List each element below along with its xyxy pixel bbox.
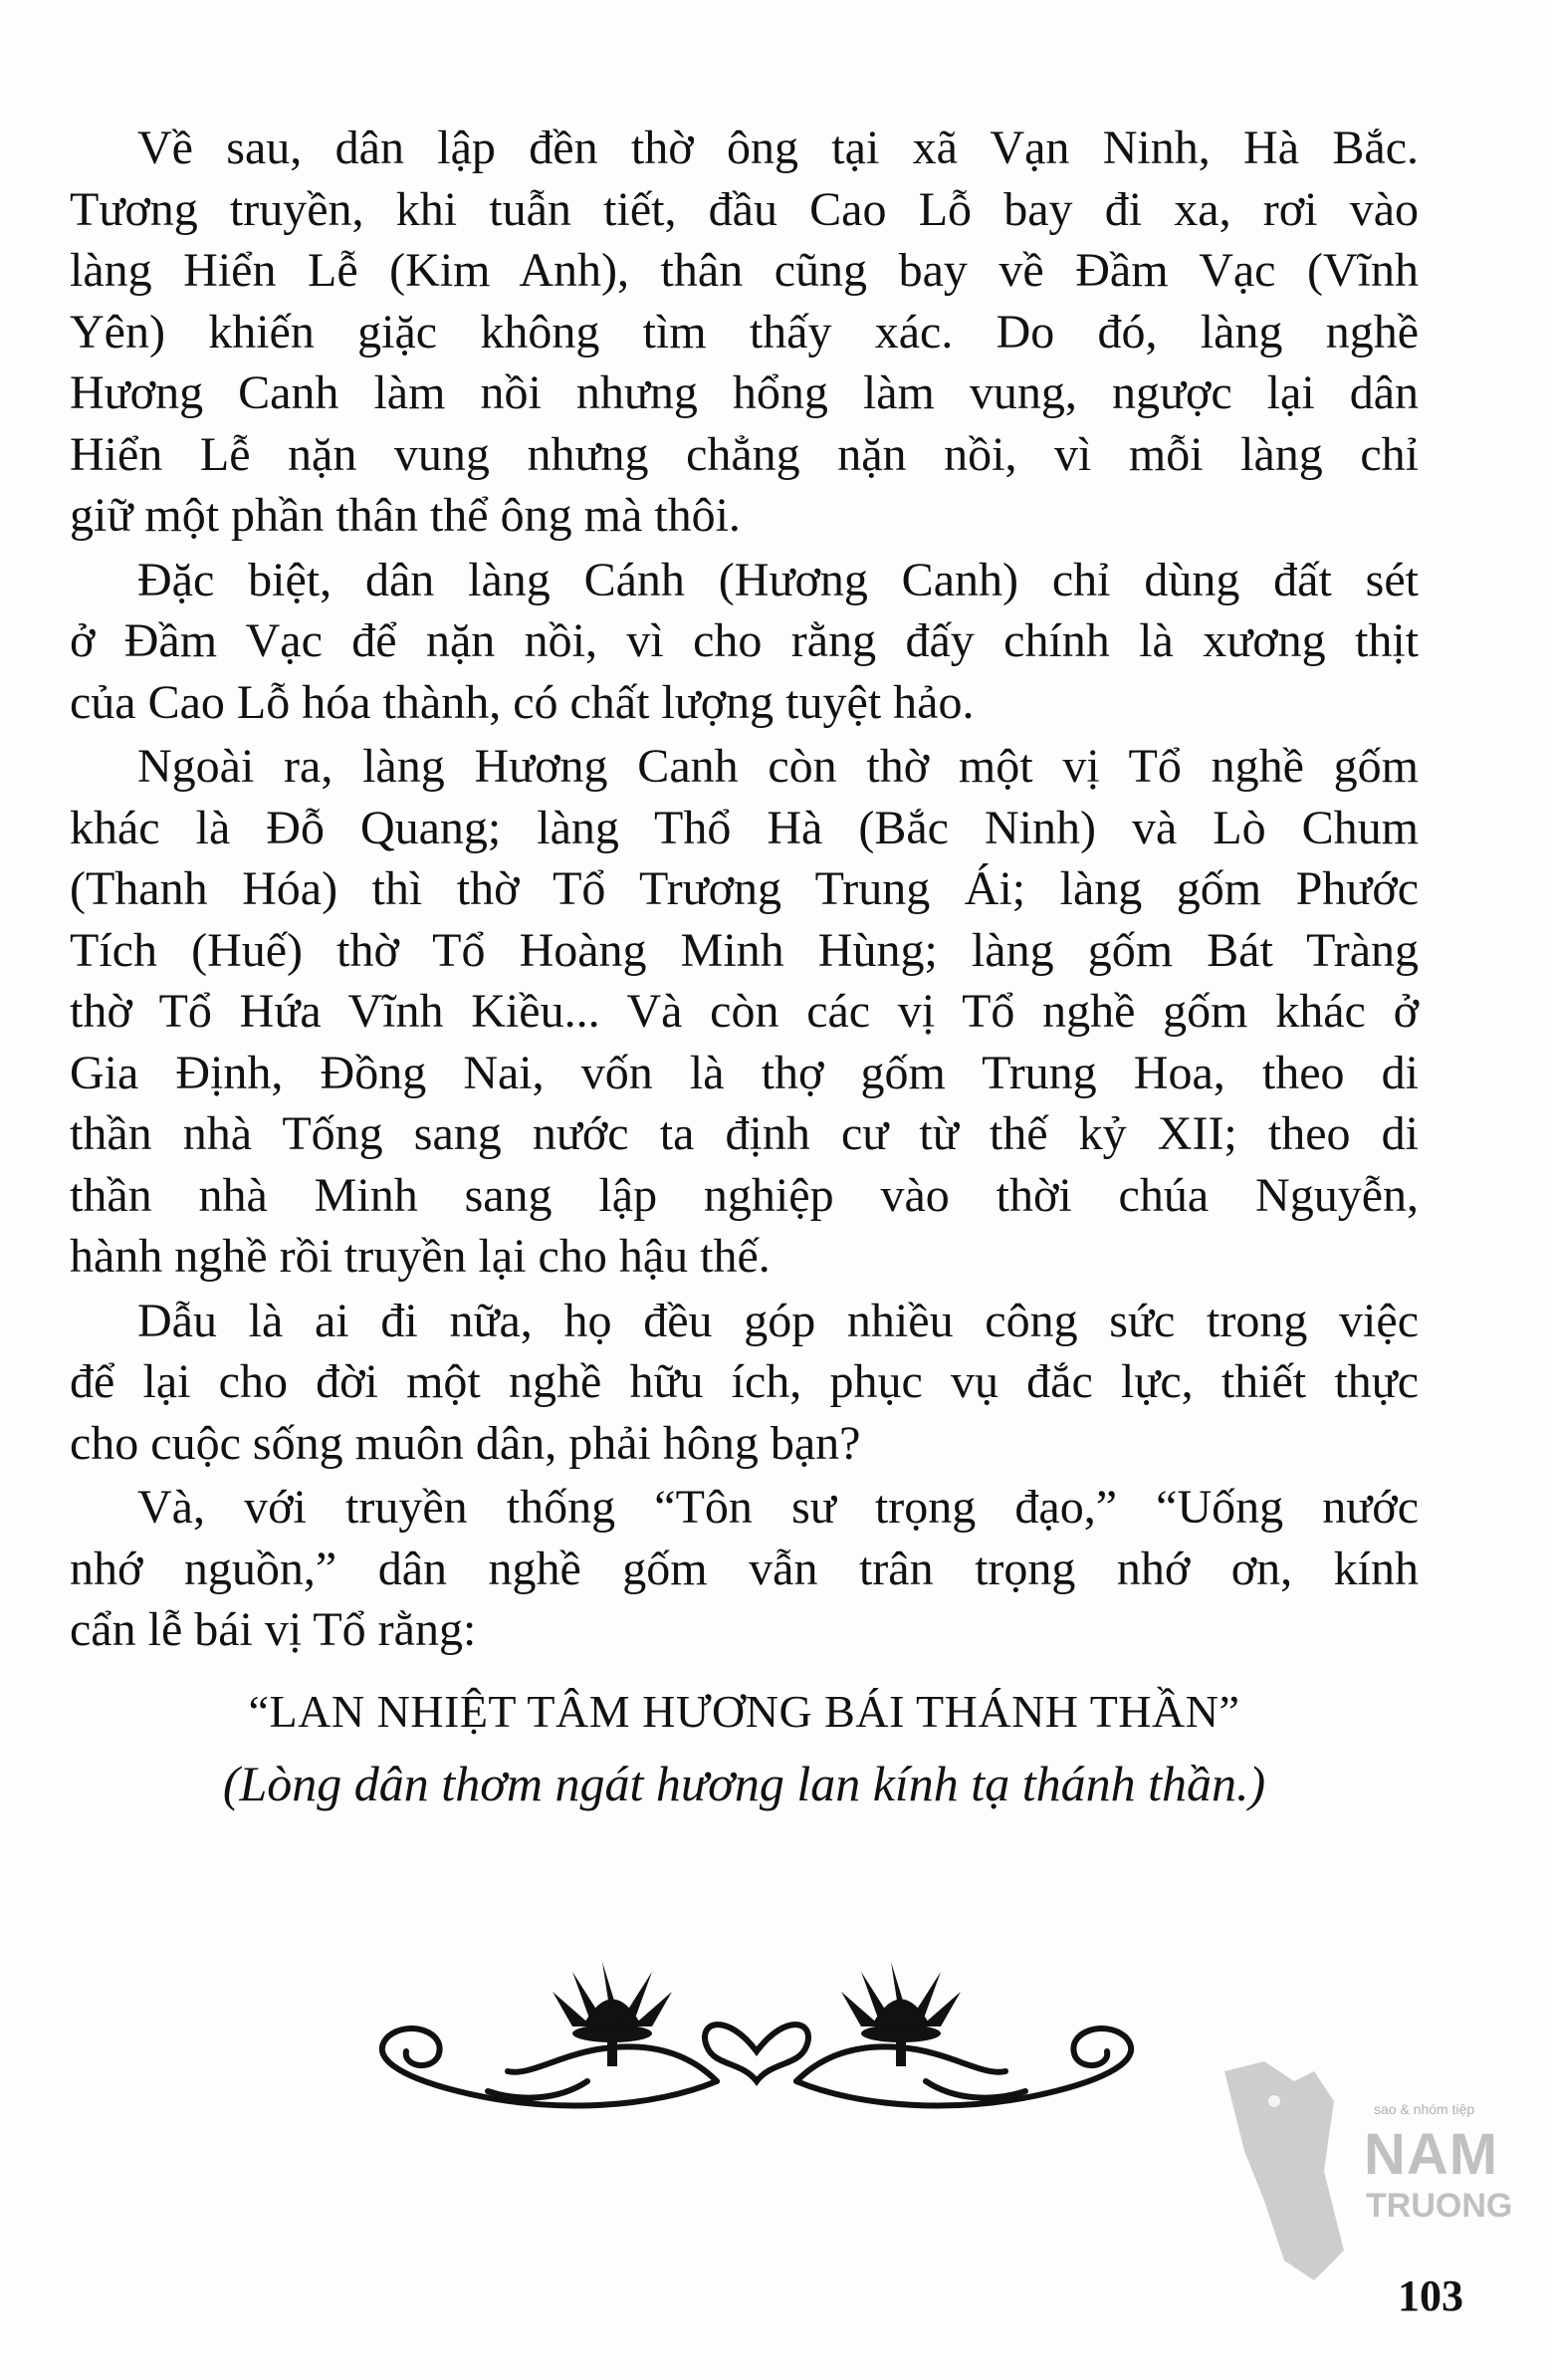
text-line: Tương truyền, khi tuẫn tiết, đầu Cao Lỗ bay đi xa, rơi vào xyxy=(70,182,1419,236)
quote-translation: (Lòng dân thơm ngát hương lan kính tạ thánh thần.) xyxy=(222,1756,1266,1811)
ornament-divider-icon xyxy=(358,1932,1155,2131)
text-line: Đặc biệt, dân làng Cánh (Hương Canh) chỉ dùng đất sét xyxy=(137,553,1419,606)
watermark-text-truong: TRUONG xyxy=(1366,2187,1513,2225)
text-line: cẩn lễ bái vị Tổ rằng: xyxy=(70,1603,477,1656)
paragraph-2 xyxy=(70,550,1419,734)
text-line: làng Hiển Lễ (Kim Anh), thân cũng bay về Đầm Vạc (Vĩnh xyxy=(70,244,1419,297)
text-line: thần nhà Minh sang lập nghiệp vào thời chúa Nguyễn, xyxy=(70,1168,1419,1222)
text-line: Và, với truyền thống “Tôn sư trọng đạo,” “Uống nước xyxy=(137,1481,1419,1534)
text-line: để lại cho đời một nghề hữu ích, phục vụ đắc lực, thiết thực xyxy=(70,1355,1419,1408)
text-line: của Cao Lỗ hóa thành, có chất lượng tuyệt hảo. xyxy=(70,675,975,729)
text-line: Về sau, dân lập đền thờ ông tại xã Vạn Ninh, Hà Bắc. xyxy=(137,121,1419,174)
page-number: 103 xyxy=(1398,2271,1463,2320)
watermark-tagline: sao & nhóm tiệp xyxy=(1374,2101,1475,2117)
text-line: Yên) khiến giặc không tìm thấy xác. Do đó, làng nghề xyxy=(70,305,1419,358)
text-line: Ngoài ra, làng Hương Canh còn thờ một vị Tổ nghề gốm xyxy=(137,740,1419,793)
text-line: Dẫu là ai đi nữa, họ đều góp nhiều công sức trong việc xyxy=(137,1294,1419,1347)
paragraph-5 xyxy=(70,1477,1419,1661)
text-line: Hương Canh làm nồi nhưng hổng làm vung, ngược lại dân xyxy=(70,366,1419,419)
paragraph-3 xyxy=(70,736,1419,1288)
text-line: Hiển Lễ nặn vung nhưng chẳng nặn nồi, vì mỗi làng chỉ xyxy=(70,427,1419,481)
text-line: giữ một phần thân thể ông mà thôi. xyxy=(70,489,741,542)
text-line: hành nghề rồi truyền lại cho hậu thế. xyxy=(70,1230,771,1283)
text-line: thần nhà Tống sang nước ta định cư từ thế kỷ XII; theo di xyxy=(70,1107,1419,1160)
text-line: ở Đầm Vạc để nặn nồi, vì cho rằng đấy chính là xương thịt xyxy=(70,614,1419,667)
text-line: thờ Tổ Hứa Vĩnh Kiều... Và còn các vị Tổ nghề gốm khác ở xyxy=(70,985,1419,1038)
text-line: khác là Đỗ Quang; làng Thổ Hà (Bắc Ninh) và Lò Chum xyxy=(70,801,1419,854)
text-line: Tích (Huế) thờ Tổ Hoàng Minh Hùng; làng gốm Bát Tràng xyxy=(70,923,1419,977)
paragraph-1 xyxy=(70,118,1419,547)
paragraph-4 xyxy=(70,1291,1419,1475)
text-line: cho cuộc sống muôn dân, phải hông bạn? xyxy=(70,1416,861,1470)
body-text xyxy=(70,118,1419,1661)
text-line: nhớ nguồn,” dân nghề gốm vẫn trân trọng nhớ ơn, kính xyxy=(70,1542,1419,1595)
text-line: (Thanh Hóa) thì thờ Tổ Trương Trung Ái; làng gốm Phước xyxy=(70,862,1419,915)
quote-sino-vietnamese: “LAN NHIỆT TÂM HƯƠNG BÁI THÁNH THẦN” xyxy=(248,1686,1240,1737)
text-line: Gia Định, Đồng Nai, vốn là thợ gốm Trung Hoa, theo di xyxy=(70,1046,1419,1099)
watermark-text-nam: NAM xyxy=(1364,2122,1499,2187)
